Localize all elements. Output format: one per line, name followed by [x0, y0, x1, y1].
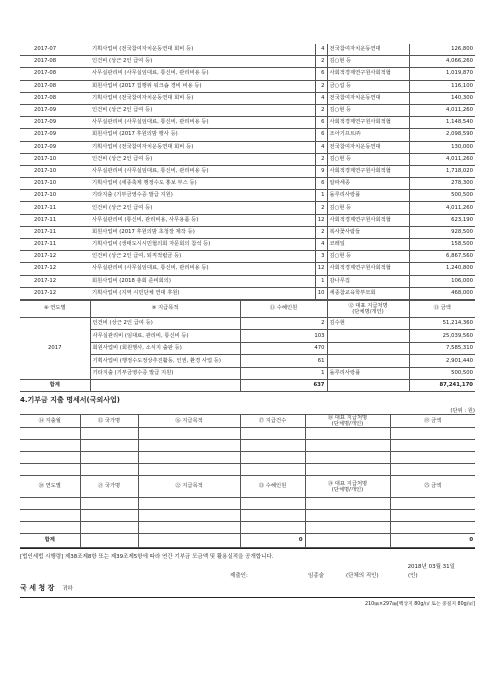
empty-row	[20, 428, 475, 440]
expense-row	[20, 153, 475, 165]
header-purpose: ⑨ 지급목적	[90, 300, 240, 317]
expense-amount: 140,300	[409, 92, 475, 104]
section4-title: 4.기부금 지출 명세서(국외사업)	[20, 396, 120, 405]
expense-row	[20, 80, 475, 92]
expense-purpose: 회원사업비 (2017 후원의밤 행사 등)	[90, 129, 315, 141]
expense-purpose: 회원사업비 (2017 후원의밤 초청장 제작 등)	[90, 226, 315, 238]
donation-report-page	[20, 44, 475, 607]
expense-amount: 928,500	[409, 226, 475, 238]
expense-amount: 1,718,020	[409, 165, 475, 177]
summary-org	[327, 342, 409, 355]
header-purpose: ㉒ 지급목적	[138, 476, 240, 498]
expense-purpose: 기획사업비 (전국참여자치운동연대 회비 등)	[90, 92, 315, 104]
expense-row	[20, 104, 475, 116]
expense-count: 6	[315, 129, 327, 141]
legal-note: [법인세법 시행령] 제38조제8항 또는 제39조제5항에 따라 연간 기부금 모금액 및 활용실적을 공개합니다.	[20, 548, 475, 562]
expense-row	[20, 190, 475, 202]
expense-org: 사회적경제연구원사회적협	[327, 165, 409, 177]
expense-org: 사회적경제연구원사회적협	[327, 214, 409, 226]
expense-row	[20, 117, 475, 129]
summary-amount: 2,901,440	[409, 355, 475, 368]
expense-count: 2	[315, 153, 327, 165]
submitter-note: (단체의 직인)	[346, 573, 379, 580]
expense-row	[20, 165, 475, 177]
expense-row	[20, 129, 475, 141]
expense-purpose: 회원사업비 (2017 집행위 워크숍 경비 비용 등)	[90, 80, 315, 92]
expense-row	[20, 141, 475, 153]
expense-purpose: 기획사업비 (전국참여자치운동연대 회비 등)	[90, 44, 315, 56]
expense-month: 2017-12	[20, 287, 90, 299]
header-recipients: ⑪ 수혜인원	[240, 300, 327, 317]
expense-purpose: 사무실관리비 (사무실임대료, 통신비, 관리비용 등)	[90, 165, 315, 177]
expense-month: 2017-12	[20, 275, 90, 287]
recipient: 국 세 청 장	[20, 584, 55, 593]
expense-count: 1	[315, 275, 327, 287]
header-amount: ⑲ 금액	[390, 415, 475, 428]
header-count: ⑰ 지급건수	[240, 415, 305, 428]
expense-month: 2017-09	[20, 129, 90, 141]
expense-org: 전국참여자치운동연대	[327, 92, 409, 104]
expense-org: 알파세종	[327, 178, 409, 190]
expense-count: 12	[315, 263, 327, 275]
header-amount: ㉕ 금액	[390, 476, 475, 498]
summary-purpose: 인건비 (상근 2인 급여 등)	[90, 317, 240, 330]
summary-org: 돌루리사랑플	[327, 367, 409, 380]
expense-org: 김○현 등	[327, 202, 409, 214]
expense-month: 2017-08	[20, 92, 90, 104]
summary-year: 2017	[20, 317, 90, 380]
recipient-line	[20, 583, 475, 597]
expense-amount: 500,500	[409, 190, 475, 202]
expense-month: 2017-08	[20, 56, 90, 68]
summary-purpose: 사무실관리비 (임대료, 관리비, 통신비 등)	[90, 330, 240, 343]
header-recipients: ㉓ 수혜인원	[240, 476, 305, 498]
expense-purpose: 기획사업비 (전국참여자치운동연대 회비 등)	[90, 141, 315, 153]
expense-month: 2017-11	[20, 226, 90, 238]
expense-row	[20, 239, 475, 251]
expense-row	[20, 226, 475, 238]
expense-count: 6	[315, 117, 327, 129]
expense-month: 2017-08	[20, 68, 90, 80]
unit-label: (단위 : 원)	[450, 408, 475, 415]
expense-amount: 4,011,260	[409, 104, 475, 116]
seal-mark: (인)	[408, 573, 418, 580]
expense-count: 6	[315, 178, 327, 190]
expense-org: 전국참여자치운동연대	[327, 44, 409, 56]
total-amount: 87,241,170	[409, 380, 475, 392]
expense-org: 사회적경제연구원사회적협	[327, 263, 409, 275]
expense-count: 4	[315, 239, 327, 251]
submitter-line	[20, 571, 475, 583]
expense-amount: 278,300	[409, 178, 475, 190]
expense-amount: 623,190	[409, 214, 475, 226]
expense-month: 2017-09	[20, 141, 90, 153]
expense-month: 2017-10	[20, 153, 90, 165]
expense-count: 9	[315, 165, 327, 177]
expense-amount: 4,011,260	[409, 202, 475, 214]
expense-org: 세종참교육학부모회	[327, 287, 409, 299]
expense-count: 4	[315, 44, 327, 56]
expense-amount: 106,000	[409, 275, 475, 287]
summary-count: 61	[240, 355, 327, 368]
foreign-expense-table	[20, 414, 475, 548]
header-month: ⑭ 지출월	[20, 415, 80, 428]
expense-org: 김○현 등	[327, 56, 409, 68]
summary-count: 2	[240, 317, 327, 330]
summary-purpose: 기타지출 (기부금영수증 발급 지원)	[90, 367, 240, 380]
summary-org	[327, 355, 409, 368]
expense-org: 코레일	[327, 239, 409, 251]
empty-row	[20, 464, 475, 476]
header-country: ⑮ 국가명	[80, 415, 138, 428]
expense-org: 감나무집	[327, 275, 409, 287]
expense-amount: 468,000	[409, 287, 475, 299]
expense-amount: 2,098,590	[409, 129, 475, 141]
summary-count: 470	[240, 342, 327, 355]
expense-purpose: 사무실관리비 (사무실임대료, 통신비, 관리비용 등)	[90, 263, 315, 275]
expense-count: 3	[315, 251, 327, 263]
expense-row	[20, 178, 475, 190]
expense-month: 2017-11	[20, 239, 90, 251]
summary-purpose: 회원사업비 (회원행사, 소식지 출판 등)	[90, 342, 240, 355]
expense-purpose: 기획사업비 (지역 시민단체 연대 후원)	[90, 287, 315, 299]
report-date: 2018년 03월 31일	[407, 564, 455, 571]
expense-org: 돌루리사랑플	[327, 190, 409, 202]
expense-amount: 158,500	[409, 239, 475, 251]
expense-row	[20, 92, 475, 104]
empty-row	[20, 510, 475, 522]
expense-month: 2017-08	[20, 80, 90, 92]
header-purpose: ⑯ 지급목적	[138, 415, 240, 428]
expense-purpose: 사무실관리비 (통신비, 관리비용, 사무용품 등)	[90, 214, 315, 226]
expense-amount: 1,240,800	[409, 263, 475, 275]
expense-purpose: 인건비 (상근 2인 급여 등)	[90, 153, 315, 165]
expense-org: 금○섭 등	[327, 80, 409, 92]
expense-month: 2017-11	[20, 202, 90, 214]
foreign-total-row	[20, 534, 475, 548]
expense-org: 사회적경제연구원사회적협	[327, 68, 409, 80]
header-org: ⑱ 대표 지급처명 (단체명/개인)	[305, 415, 390, 428]
expense-count: 2	[315, 226, 327, 238]
expense-count: 4	[315, 92, 327, 104]
expense-row	[20, 44, 475, 56]
expense-count: 2	[315, 202, 327, 214]
expense-purpose: 기획사업비 (생태도시시민협의회 자문회의 참석 등)	[90, 239, 315, 251]
expense-amount: 1,019,870	[409, 68, 475, 80]
paper-spec: 210㎜×297㎜[백상지 80g/㎡ 또는 중질지 80g/㎡]	[20, 597, 475, 607]
header-amount: ⑬ 금액	[409, 300, 475, 317]
expense-purpose: 인건비 (상근 2인 급여 등)	[90, 56, 315, 68]
expense-purpose: 인건비 (상근 2인 급여 등)	[90, 202, 315, 214]
expense-count: 2	[315, 80, 327, 92]
expense-amount: 4,011,260	[409, 153, 475, 165]
summary-total-row	[20, 380, 475, 392]
expense-row	[20, 214, 475, 226]
expense-purpose: 기타지출 (기부금영수증 발급 지원)	[90, 190, 315, 202]
expense-month: 2017-09	[20, 104, 90, 116]
summary-count: 103	[240, 330, 327, 343]
summary-org: 김수현	[327, 317, 409, 330]
expense-count: 6	[315, 68, 327, 80]
expense-count: 4	[315, 141, 327, 153]
expense-amount: 4,066,260	[409, 56, 475, 68]
expense-row	[20, 263, 475, 275]
expense-purpose: 기획사업비 (세종축제 행정수도 홍보 부스 등)	[90, 178, 315, 190]
expense-org: 김○현 등	[327, 104, 409, 116]
foreign-header-row	[20, 415, 475, 428]
submitter-name: 임종술	[308, 573, 324, 580]
foreign-total-label: 합계	[20, 534, 80, 548]
expense-org: 김○현 등	[327, 251, 409, 263]
expense-org: 전국참여자치운동연대	[327, 141, 409, 153]
header-country: ㉑ 국가명	[80, 476, 138, 498]
expense-row	[20, 275, 475, 287]
header-org: ⑫ 대표 지급처명 (단체명/개인)	[327, 300, 409, 317]
expense-org: 조아기프트㈜	[327, 129, 409, 141]
expense-amount: 6,867,560	[409, 251, 475, 263]
expense-count: 12	[315, 214, 327, 226]
expense-org: 사회적경제연구원사회적협	[327, 117, 409, 129]
expense-count: 2	[315, 104, 327, 116]
expense-org: 김○현 등	[327, 153, 409, 165]
header-year: ⑳ 연도별	[20, 476, 80, 498]
submitter-label: 제출인:	[230, 573, 248, 580]
expense-month: 2017-12	[20, 263, 90, 275]
empty-row	[20, 522, 475, 534]
expense-amount: 126,800	[409, 44, 475, 56]
expense-row	[20, 287, 475, 299]
empty-row	[20, 498, 475, 510]
expense-count: 1	[315, 190, 327, 202]
expense-amount: 130,000	[409, 141, 475, 153]
domestic-expense-table	[20, 44, 475, 300]
domestic-summary-table	[20, 300, 475, 393]
recipient-suffix: 귀하	[62, 586, 73, 593]
summary-org	[327, 330, 409, 343]
expense-month: 2017-10	[20, 165, 90, 177]
expense-month: 2017-10	[20, 190, 90, 202]
expense-row	[20, 202, 475, 214]
expense-month: 2017-12	[20, 251, 90, 263]
summary-amount: 51,214,360	[409, 317, 475, 330]
header-org: ㉔ 대표 지급처명 (단체명/개인)	[305, 476, 390, 498]
summary-amount: 25,039,560	[409, 330, 475, 343]
expense-purpose: 인건비 (상근 2인 급여 등)	[90, 104, 315, 116]
foreign-header-row-2	[20, 476, 475, 498]
expense-amount: 116,100	[409, 80, 475, 92]
expense-purpose: 인건비 (상근 2인 급여, 퇴직적립금 등)	[90, 251, 315, 263]
foreign-total-count: 0	[240, 534, 305, 548]
total-label: 합계	[20, 380, 90, 392]
expense-row	[20, 68, 475, 80]
summary-amount: 500,500	[409, 367, 475, 380]
summary-purpose: 기획사업비 (행정수도정상추진활동, 인권, 환경 사업 등)	[90, 355, 240, 368]
expense-count: 2	[315, 56, 327, 68]
empty-row	[20, 452, 475, 464]
summary-amount: 7,585,310	[409, 342, 475, 355]
expense-purpose: 회원사업비 (2018 총회 준비회의)	[90, 275, 315, 287]
expense-month: 2017-07	[20, 44, 90, 56]
total-count: 637	[240, 380, 327, 392]
expense-row	[20, 56, 475, 68]
expense-purpose: 사무실관리비 (사무실임대료, 통신비, 관리비용 등)	[90, 117, 315, 129]
expense-purpose: 사무실관리비 (사무실임대료, 통신비, 관리비용 등)	[90, 68, 315, 80]
empty-row	[20, 440, 475, 452]
header-year: ⑧ 연도별	[20, 300, 90, 317]
expense-amount: 1,148,540	[409, 117, 475, 129]
expense-row	[20, 251, 475, 263]
expense-month: 2017-10	[20, 178, 90, 190]
summary-count: 1	[240, 367, 327, 380]
expense-org: 복사꽃사람들	[327, 226, 409, 238]
summary-row	[20, 317, 475, 330]
foreign-total-amount: 0	[390, 534, 475, 548]
expense-count: 10	[315, 287, 327, 299]
expense-month: 2017-09	[20, 117, 90, 129]
expense-month: 2017-11	[20, 214, 90, 226]
summary-header-row	[20, 300, 475, 317]
